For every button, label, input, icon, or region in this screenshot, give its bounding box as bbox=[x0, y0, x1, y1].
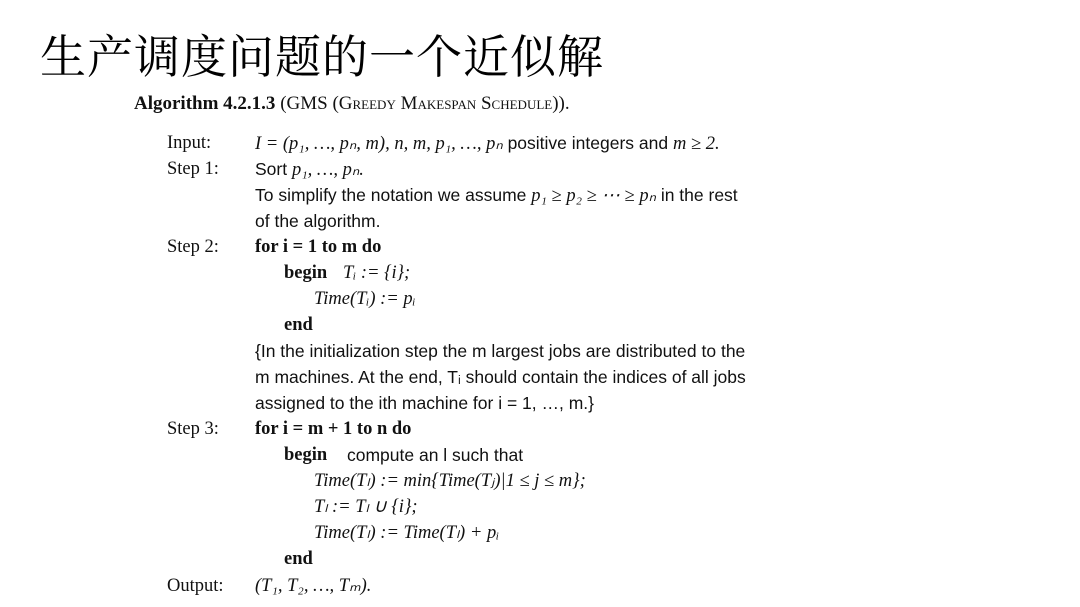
step3-line3: Time(Tₗ) := Time(Tₗ) + pᵢ bbox=[314, 523, 500, 543]
step2-comment-line3: assigned to the ith machine for i = 1, …, m.} bbox=[255, 393, 594, 413]
step3-compute-text: compute an l such that bbox=[347, 445, 524, 465]
step3-end: end bbox=[284, 549, 313, 569]
step1-label: Step 1: bbox=[167, 159, 219, 179]
step1-note-math: p₁ ≥ p₂ ≥ ⋯ ≥ pₙ bbox=[531, 186, 656, 206]
step2-assign2: Time(Tᵢ) := pᵢ bbox=[314, 289, 416, 309]
step2-for: for i = 1 to m do bbox=[255, 237, 382, 257]
algorithm-name-close: )). bbox=[552, 93, 570, 114]
input-condition: m ≥ 2. bbox=[672, 134, 720, 154]
step3-line2: Tₗ := Tₗ ∪ {i}; bbox=[314, 497, 418, 517]
algorithm-header bbox=[134, 90, 570, 118]
step1-note-text: To simplify the notation we assume bbox=[255, 185, 532, 205]
algorithm-name-open: (GMS ( bbox=[280, 93, 339, 114]
step3-begin: begin bbox=[284, 445, 328, 465]
algorithm-name: Greedy Makespan Schedule bbox=[338, 93, 553, 114]
output-value: (T₁, T₂, …, Tₘ). bbox=[255, 576, 372, 596]
algorithm-label: Algorithm 4.2.1.3 bbox=[134, 93, 276, 114]
input-label: Input: bbox=[167, 133, 212, 153]
step1-note-tail: in the rest bbox=[655, 185, 738, 205]
step2-label: Step 2: bbox=[167, 237, 219, 257]
step2-end: end bbox=[284, 315, 313, 335]
step2-begin: begin bbox=[284, 263, 328, 283]
step3-label: Step 3: bbox=[167, 419, 219, 439]
step2-assign1: Tᵢ := {i}; bbox=[343, 263, 411, 283]
step2-comment-line1: {In the initialization step the m largest jobs are distributed to the bbox=[255, 341, 746, 361]
input-text: positive integers and bbox=[502, 133, 673, 153]
step2-comment-line2: m machines. At the end, Tᵢ should contain the indices of all jobs bbox=[255, 367, 746, 387]
input-formula: I = (p₁, …, pₙ, m), n, m, p₁, …, pₙ bbox=[255, 134, 503, 154]
step1-note-line2-text: of the algorithm. bbox=[255, 211, 381, 231]
slide-title: 生产调度问题的一个近似解 bbox=[40, 30, 604, 84]
output-label: Output: bbox=[167, 576, 224, 596]
step3-line1: Time(Tₗ) := min{Time(Tⱼ)|1 ≤ j ≤ m}; bbox=[314, 471, 586, 491]
step3-for: for i = m + 1 to n do bbox=[255, 419, 412, 439]
step1-sort-math: p₁, …, pₙ. bbox=[291, 160, 364, 180]
step1-sort-text: Sort bbox=[255, 159, 292, 179]
